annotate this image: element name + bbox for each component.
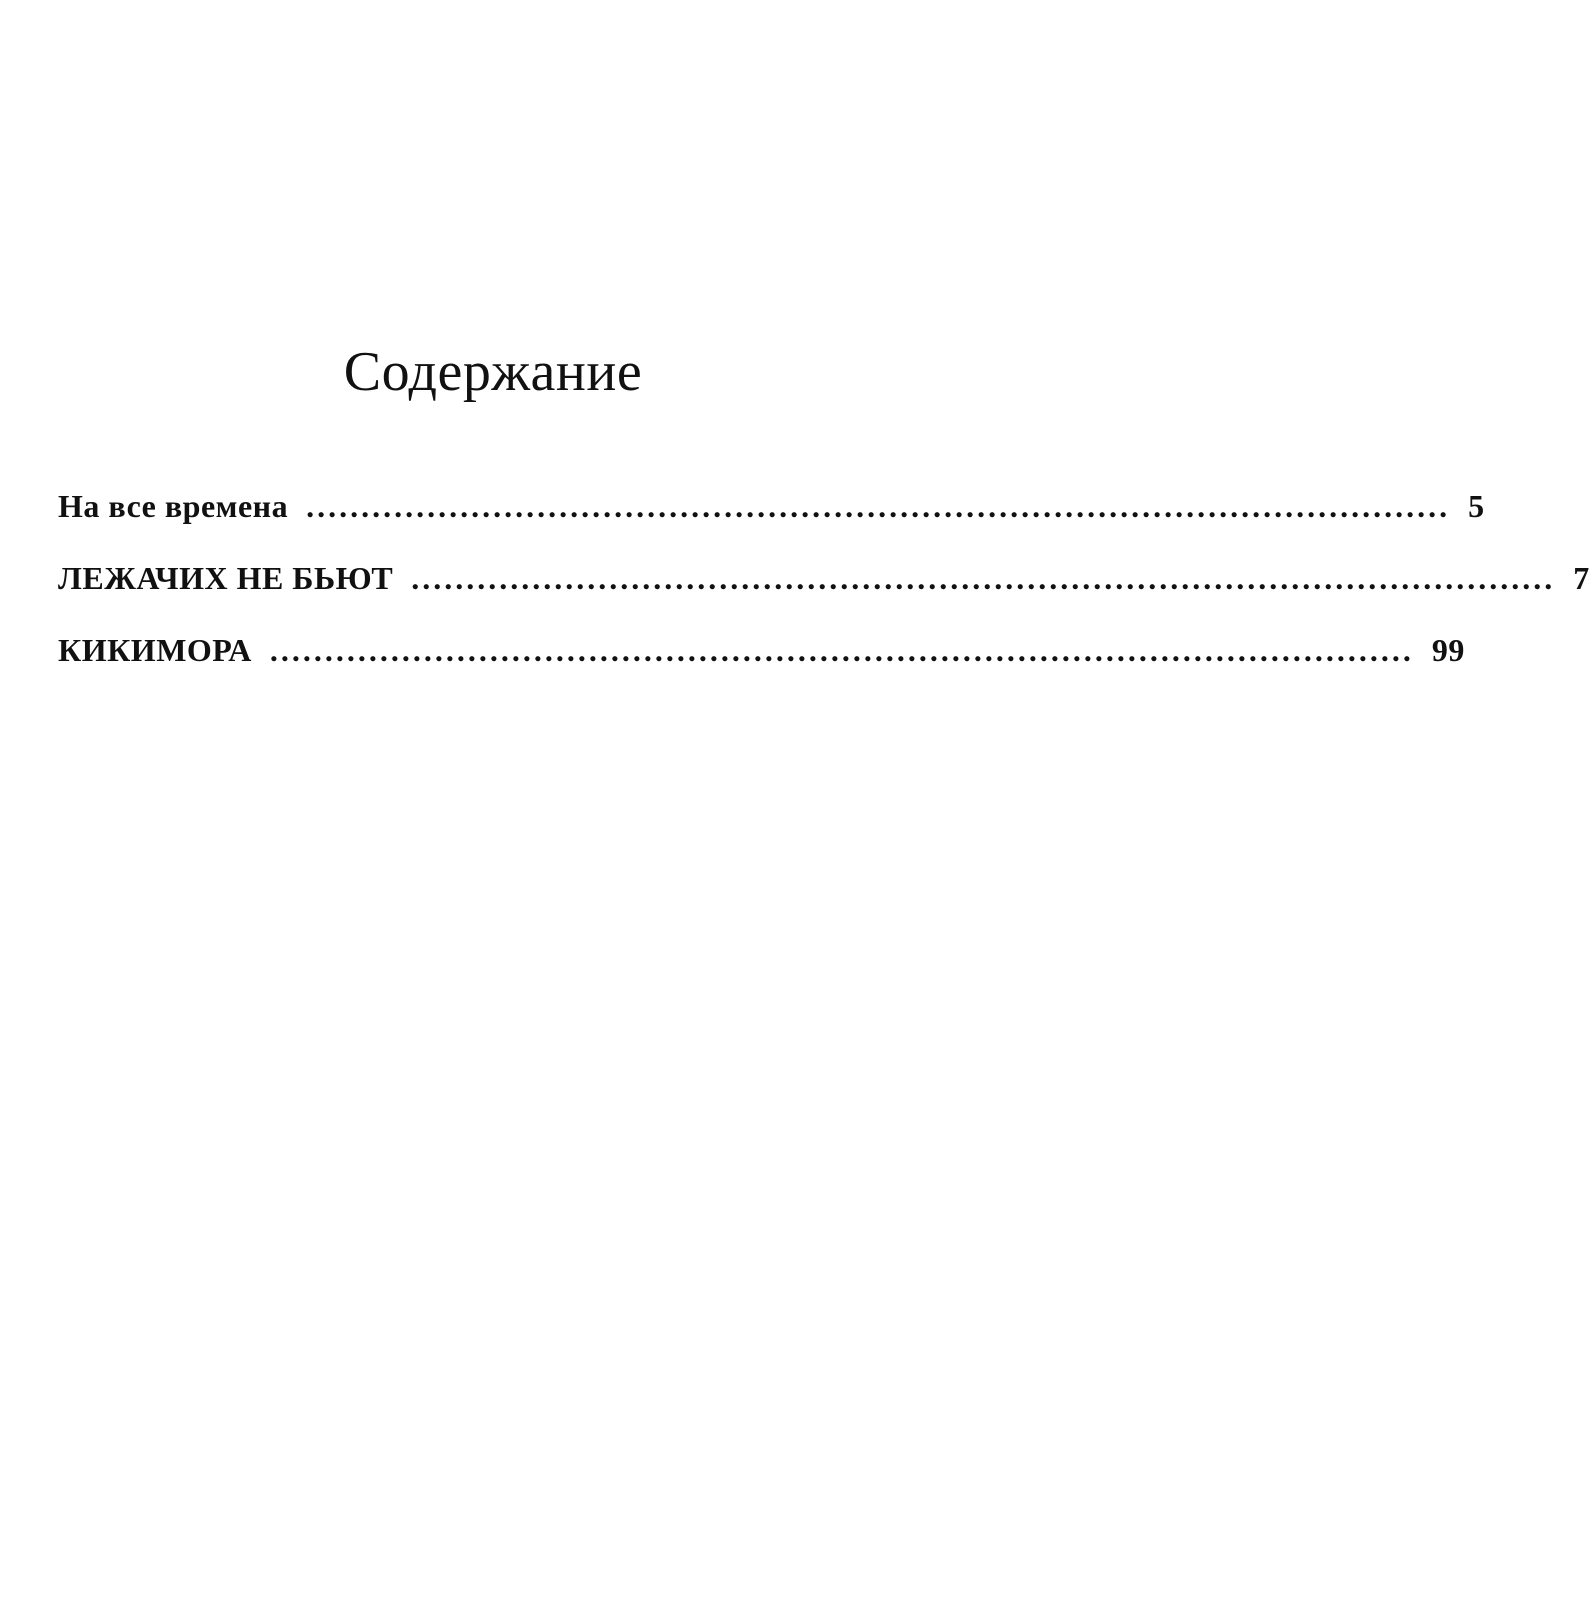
toc-entry — [58, 560, 1590, 632]
toc-entry-title: На все времена — [58, 488, 289, 524]
toc-entry — [58, 488, 1485, 560]
dot-leader: ........................................................................................................ — [411, 560, 1556, 596]
table-of-contents — [58, 488, 1590, 704]
toc-entry-page: 5 — [1468, 488, 1485, 524]
toc-entry-page: 99 — [1431, 632, 1465, 668]
toc-entry-page: 7 — [1573, 560, 1590, 596]
toc-entry-title: КИКИМОРА — [58, 632, 252, 668]
dot-leader: ........................................................................................................ — [306, 488, 1451, 524]
toc-entry — [58, 632, 1465, 704]
dot-leader: ........................................................................................................ — [269, 632, 1414, 668]
toc-entry-title: ЛЕЖАЧИХ НЕ БЬЮТ — [58, 560, 394, 596]
page-title: Содержание — [343, 341, 643, 403]
